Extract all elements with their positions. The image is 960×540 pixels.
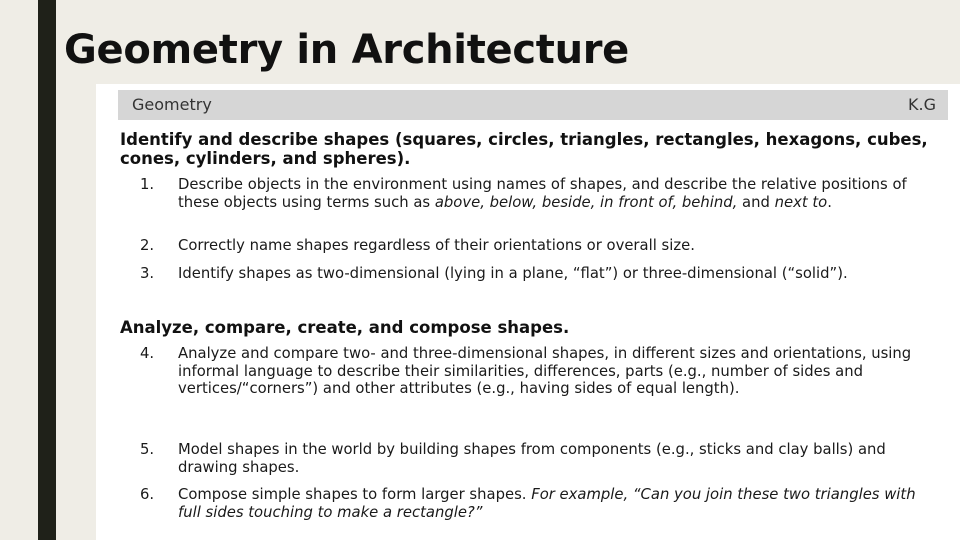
standard-number: 1.: [140, 176, 155, 193]
domain-code: K.G: [908, 95, 936, 114]
standard-item: [140, 265, 930, 283]
standard-text: Correctly name shapes regardless of their orientations or overall size.: [178, 237, 695, 254]
standard-text: Describe objects in the environment using names of shapes, and describe the relative positions of these objects using terms such as above, below, beside, in front of, behind, and next to.: [178, 176, 907, 211]
standard-text: Identify shapes as two-dimensional (lying in a plane, “flat”) or three-dimensional (“solid”).: [178, 265, 848, 282]
standard-text: Analyze and compare two- and three-dimensional shapes, in different sizes and orientations, using informal language to describe their similarities, differences, parts (e.g., number of sides and vertices/“corners”) and other attributes (e.g., having sides of equal length).: [178, 345, 912, 397]
left-accent-bar: [38, 0, 56, 540]
standard-item: [140, 345, 930, 398]
standard-text: Compose simple shapes to form larger shapes. For example, “Can you join these two triangles with full sides touching to make a rectangle?”: [178, 486, 916, 521]
slide-title: Geometry in Architecture: [64, 27, 630, 73]
standard-item: [140, 441, 930, 476]
standard-number: 6.: [140, 486, 155, 503]
cluster-heading: Identify and describe shapes (squares, circles, triangles, rectangles, hexagons, cubes, cones, cylinders, and spheres).: [120, 130, 928, 168]
standard-item: [140, 486, 930, 521]
cluster-heading: Analyze, compare, create, and compose shapes.: [120, 318, 570, 337]
standards-document: [96, 84, 960, 540]
standard-number: 3.: [140, 265, 155, 282]
standard-item: [140, 176, 930, 211]
domain-header: [118, 90, 948, 120]
standard-number: 4.: [140, 345, 155, 362]
standard-item: [140, 237, 930, 255]
standard-text: Model shapes in the world by building shapes from components (e.g., sticks and clay balls) and drawing shapes.: [178, 441, 886, 476]
standard-number: 5.: [140, 441, 155, 458]
domain-label: Geometry: [132, 95, 212, 114]
standard-number: 2.: [140, 237, 155, 254]
